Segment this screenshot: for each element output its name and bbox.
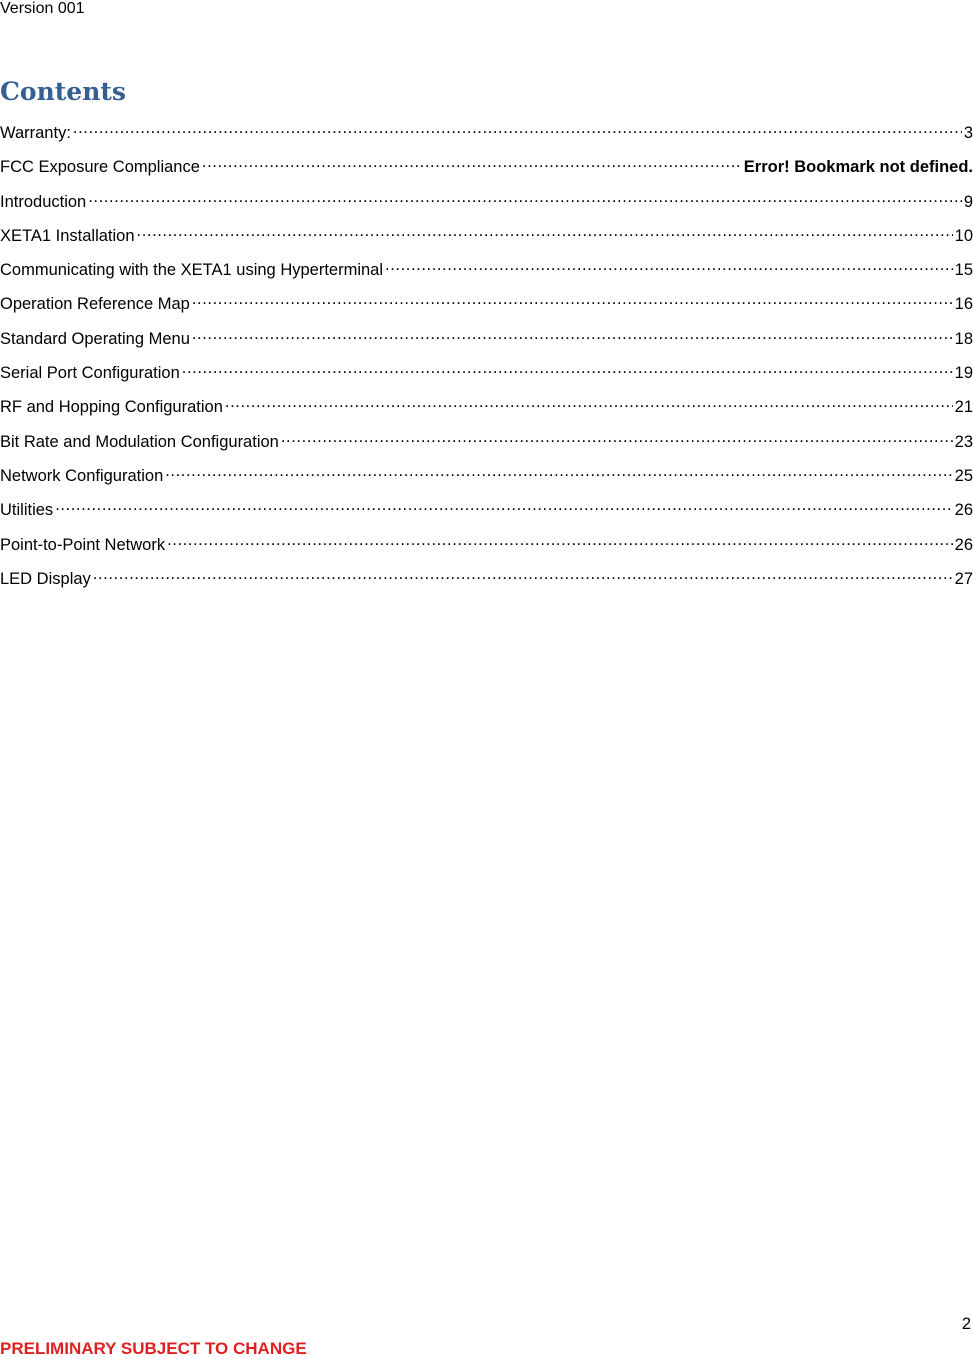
toc-entry-serial-port-configuration[interactable]	[0, 358, 973, 383]
toc-dot-leader	[167, 530, 953, 550]
toc-entry-xeta1-installation[interactable]	[0, 221, 973, 245]
toc-entry-title: Serial Port Configuration	[0, 364, 180, 383]
toc-entry-rf-hopping-configuration[interactable]	[0, 392, 973, 417]
toc-entry-utilities[interactable]	[0, 495, 973, 520]
contents-heading: Contents	[0, 77, 127, 106]
toc-entry-page: 23	[954, 432, 973, 451]
toc-entry-title: Operation Reference Map	[0, 295, 190, 314]
preliminary-notice: PRELIMINARY SUBJECT TO CHANGE	[0, 1339, 307, 1358]
toc-dot-leader	[73, 118, 962, 138]
toc-entry-page: 21	[954, 398, 973, 417]
toc-entry-title: Utilities	[0, 501, 54, 520]
toc-entry-page: 26	[954, 535, 973, 554]
toc-entry-title: XETA1 Installation	[0, 226, 135, 245]
page-number: 2	[961, 1315, 971, 1333]
toc-dot-leader	[192, 324, 953, 344]
toc-dot-leader	[281, 427, 953, 447]
toc-dot-leader	[192, 289, 953, 309]
toc-entry-operation-reference-map[interactable]	[0, 289, 973, 314]
toc-entry-title: Bit Rate and Modulation Configuration	[0, 432, 279, 451]
toc-dot-leader	[202, 152, 742, 172]
toc-entry-point-to-point-network[interactable]	[0, 530, 973, 554]
toc-entry-page: 26	[954, 501, 973, 520]
toc-entry-page: 16	[954, 295, 973, 314]
toc-entry-page: 18	[954, 329, 973, 348]
table-of-contents	[0, 118, 973, 598]
toc-entry-bit-rate-modulation[interactable]	[0, 427, 973, 451]
toc-entry-title: Introduction	[0, 192, 87, 211]
toc-entry-page: 19	[954, 364, 973, 383]
toc-entry-title: Warranty:	[0, 124, 71, 142]
toc-entry-title: LED Display	[0, 569, 91, 588]
toc-entry-page: 10	[954, 226, 973, 245]
toc-entry-page: 25	[954, 466, 973, 485]
toc-entry-fcc-exposure-compliance[interactable]	[0, 152, 973, 177]
toc-entry-title: Standard Operating Menu	[0, 329, 190, 348]
toc-entry-title: Network Configuration	[0, 466, 164, 485]
toc-dot-leader	[137, 221, 953, 241]
toc-dot-leader	[88, 187, 962, 207]
toc-entry-page: 27	[954, 569, 973, 588]
toc-entry-title: Point-to-Point Network	[0, 535, 166, 554]
toc-dot-leader	[182, 358, 953, 378]
toc-entry-standard-operating-menu[interactable]	[0, 324, 973, 348]
toc-entry-introduction[interactable]	[0, 187, 973, 211]
toc-entry-title: FCC Exposure Compliance	[0, 158, 200, 177]
toc-entry-network-configuration[interactable]	[0, 461, 973, 485]
toc-entry-page-error: Error! Bookmark not defined.	[743, 158, 973, 177]
toc-dot-leader	[165, 461, 952, 481]
toc-entry-led-display[interactable]	[0, 564, 973, 588]
version-label: Version 001	[0, 0, 85, 17]
toc-entry-title: RF and Hopping Configuration	[0, 398, 223, 417]
toc-dot-leader	[55, 495, 952, 515]
toc-entry-page: 9	[963, 192, 973, 211]
toc-entry-warranty[interactable]	[0, 118, 973, 142]
toc-entry-page: 15	[954, 261, 973, 280]
toc-entry-communicating-hyperterminal[interactable]	[0, 255, 973, 280]
toc-entry-title: Communicating with the XETA1 using Hyperterminal	[0, 261, 384, 280]
toc-dot-leader	[385, 255, 953, 275]
toc-dot-leader	[225, 392, 953, 412]
toc-dot-leader	[93, 564, 953, 584]
toc-entry-page: 3	[963, 124, 973, 142]
